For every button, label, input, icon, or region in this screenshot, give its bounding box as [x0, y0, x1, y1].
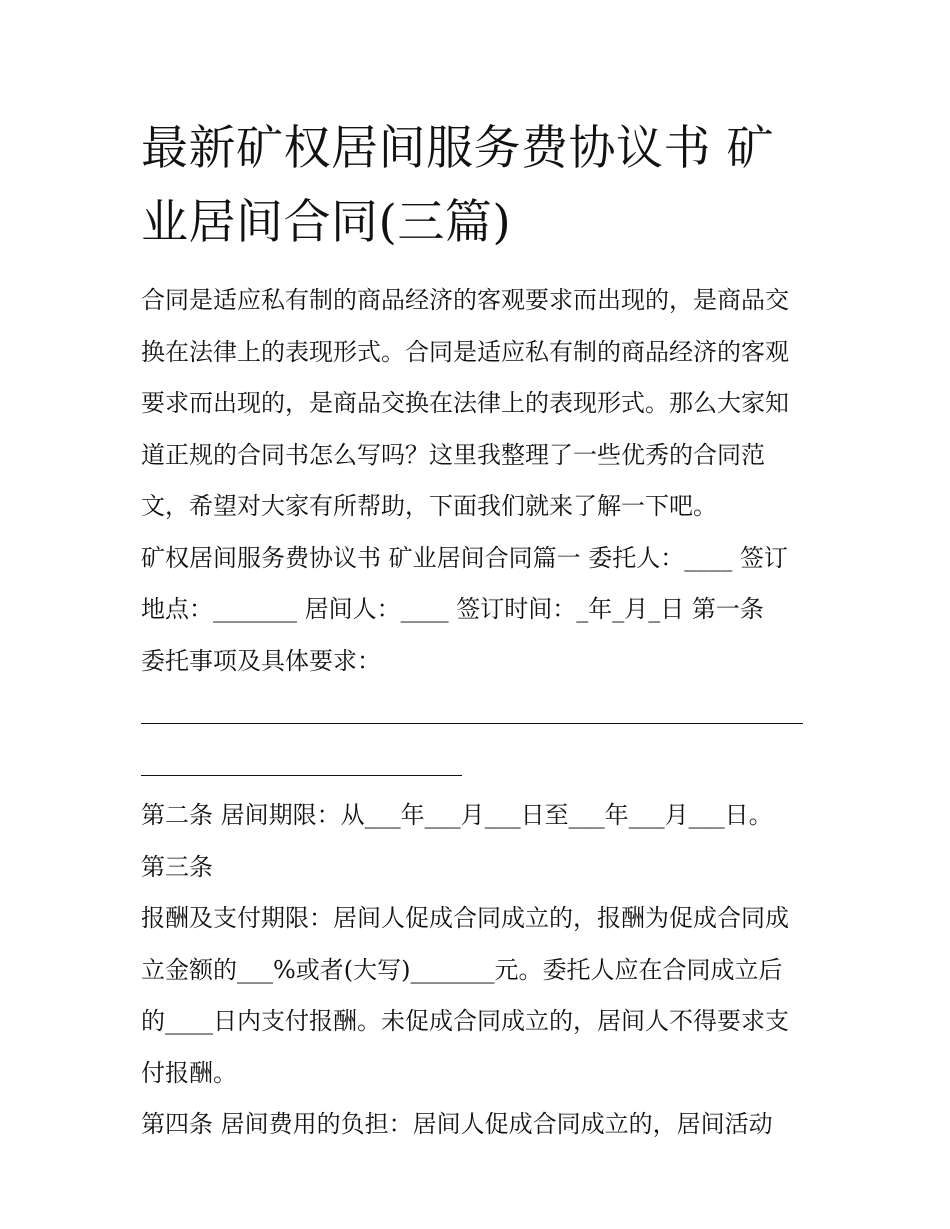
text-line: 地点：_______ 居间人：____ 签订时间：_年_月_日 第一条	[141, 595, 764, 623]
text-line: 的____日内支付报酬。未促成合同成立的，居间人不得要求支	[141, 1007, 789, 1035]
text-line: 道正规的合同书怎么写吗？这里我整理了一些优秀的合同范	[141, 440, 765, 469]
blank-fill-line	[141, 739, 813, 791]
text-line: 立金额的___%或者(大写)_______元。委托人应在合同成立后	[141, 955, 783, 984]
title-line-1: 最新矿权居间服务费协议书 矿	[141, 121, 774, 176]
text-line: 合同是适应私有制的商品经济的客观要求而出现的，是商品交	[141, 286, 789, 314]
document-title	[141, 112, 813, 260]
text-line: 付报酬。	[141, 1058, 237, 1087]
blank-fill-line	[141, 687, 813, 739]
text-line: 委托事项及具体要求：	[141, 646, 381, 675]
title-line-2: 业居间合同(三篇)	[141, 195, 512, 250]
document-body	[141, 275, 813, 1151]
text-line: 报酬及支付期限：居间人促成合同成立的，报酬为促成合同成	[141, 904, 789, 932]
text-line: 换在法律上的表现形式。合同是适应私有制的商品经济的客观	[141, 337, 789, 366]
text-line: 第三条	[141, 852, 213, 881]
text-line: 第四条 居间费用的负担：居间人促成合同成立的，居间活动	[141, 1110, 773, 1138]
text-line: 第二条 居间期限：从___年___月___日至___年___月___日。	[141, 801, 773, 829]
text-line: 文，希望对大家有所帮助，下面我们就来了解一下吧。	[141, 492, 717, 520]
text-line: 矿权居间服务费协议书 矿业居间合同篇一 委托人：____ 签订	[141, 543, 788, 572]
text-line: 要求而出现的，是商品交换在法律上的表现形式。那么大家知	[141, 389, 789, 417]
